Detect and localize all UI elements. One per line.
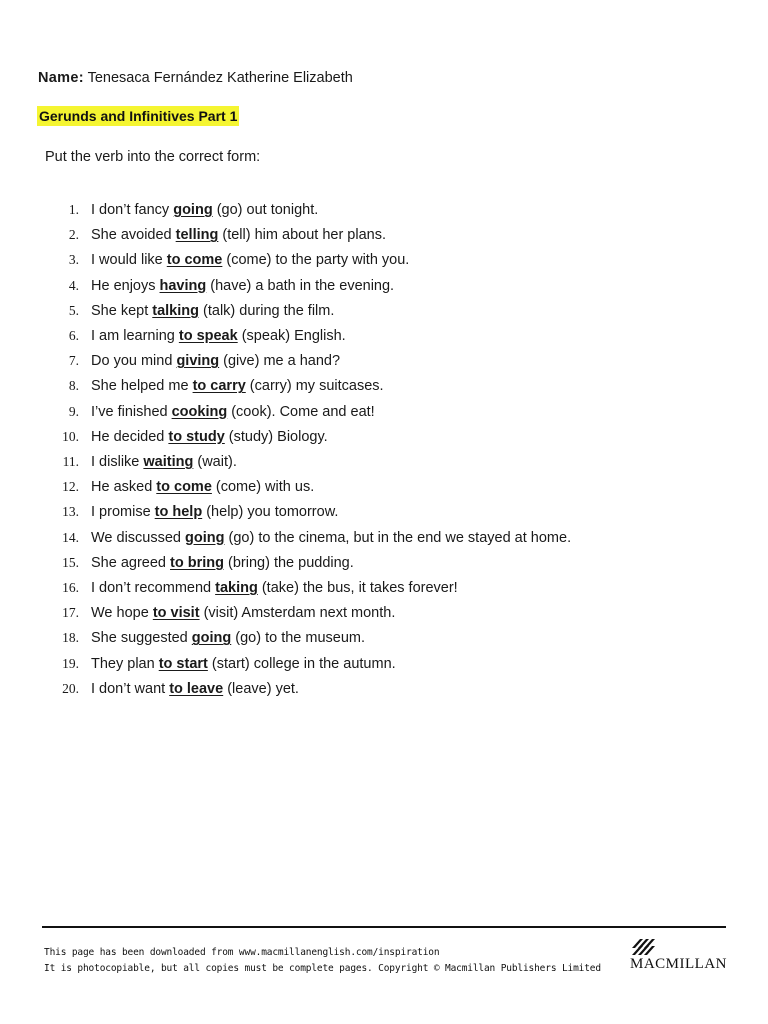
sentence-end: (help) you tomorrow. xyxy=(202,504,339,521)
sentence-start: She avoided xyxy=(91,227,176,244)
sentence-end: (study) Biology. xyxy=(224,428,328,445)
answer-text: waiting xyxy=(143,454,194,470)
sentence-end: (take) the bus, it takes forever! xyxy=(257,580,458,596)
exercise-sentence xyxy=(91,553,354,573)
exercise-number: 9. xyxy=(68,403,79,419)
sentence-end: (leave) yet. xyxy=(223,680,299,697)
sentence-start: I don’t fancy xyxy=(91,202,174,218)
sentence-start: I am learning xyxy=(91,328,179,344)
exercise-sentence xyxy=(91,301,334,321)
answer-text: going xyxy=(191,630,232,647)
sentence-end: (come) with us. xyxy=(211,479,315,496)
exercise-number: 6. xyxy=(68,328,79,343)
sentence-end: (cook). Come and eat! xyxy=(227,403,375,420)
answer-text: cooking xyxy=(171,403,228,420)
answer-text: going xyxy=(185,529,225,546)
sentence-end: (tell) him about her plans. xyxy=(218,227,386,244)
answer-text: to come xyxy=(166,252,223,269)
exercise-number: 4. xyxy=(68,277,79,293)
sentence-end: (go) out tonight. xyxy=(212,202,319,218)
answer-text: to study xyxy=(168,428,225,445)
exercise-sentence xyxy=(91,528,571,548)
footer-divider xyxy=(42,926,726,928)
answer-text: telling xyxy=(175,227,219,244)
exercise-number: 18. xyxy=(62,630,79,646)
exercise-number: 3. xyxy=(68,252,79,268)
exercise-sentence xyxy=(91,326,346,346)
exercise-sentence xyxy=(91,654,396,674)
exercise-number: 8. xyxy=(68,378,79,394)
exercise-number: 11. xyxy=(62,454,79,469)
exercise-sentence xyxy=(91,351,340,371)
exercise-sentence xyxy=(91,276,394,296)
sentence-start: Do you mind xyxy=(91,353,177,370)
exercise-sentence xyxy=(91,502,338,522)
exercise-sentence xyxy=(91,427,328,447)
sentence-start: She helped me xyxy=(91,378,193,395)
exercise-sentence xyxy=(91,603,395,623)
exercise-number: 1. xyxy=(68,202,79,217)
sentence-end: (wait). xyxy=(193,454,237,470)
exercise-sentence xyxy=(91,628,365,648)
sentence-start: I don’t recommend xyxy=(91,580,216,596)
sentence-start: We hope xyxy=(91,605,153,622)
sentence-end: (go) to the museum. xyxy=(231,630,366,647)
answer-text: to start xyxy=(158,655,208,672)
exercise-sentence xyxy=(91,200,318,220)
answer-text: to speak xyxy=(178,328,238,344)
answer-text: going xyxy=(173,202,213,218)
exercise-number: 2. xyxy=(68,227,79,243)
answer-text: to help xyxy=(154,504,203,521)
exercise-number: 12. xyxy=(62,479,79,495)
sentence-end: (talk) during the film. xyxy=(199,302,335,319)
sentence-start: I’ve finished xyxy=(91,403,172,420)
instruction-text: Put the verb into the correct form: xyxy=(45,149,261,165)
exercise-sentence xyxy=(91,225,386,245)
sentence-start: We discussed xyxy=(91,529,186,546)
exercise-number: 5. xyxy=(68,302,79,318)
footer-copyright-note: It is photocopiable, but all copies must be complete pages. Copyright © Macmillan Publishers Limited xyxy=(44,963,601,974)
answer-text: to bring xyxy=(170,554,224,571)
sentence-end: (have) a bath in the evening. xyxy=(206,277,395,294)
sentence-start: I would like xyxy=(91,252,167,269)
sentence-end: (carry) my suitcases. xyxy=(245,378,384,395)
sentence-end: (visit) Amsterdam next month. xyxy=(199,605,396,622)
exercise-sentence xyxy=(91,452,237,472)
sentence-start: She agreed xyxy=(91,554,171,571)
exercise-sentence xyxy=(91,578,458,598)
exercise-sentence xyxy=(91,679,299,699)
sentence-end: (go) to the cinema, but in the end we stayed at home. xyxy=(224,529,572,546)
exercise-sentence xyxy=(91,477,314,497)
student-name: Tenesaca Fernández Katherine Elizabeth xyxy=(87,70,353,86)
exercise-number: 14. xyxy=(62,529,79,545)
exercise-number: 16. xyxy=(62,580,79,595)
exercise-number: 10. xyxy=(62,428,79,444)
exercise-number: 13. xyxy=(62,504,79,520)
answer-text: taking xyxy=(215,580,258,596)
student-name-line xyxy=(38,70,353,86)
answer-text: having xyxy=(159,277,207,294)
sentence-end: (start) college in the autumn. xyxy=(207,655,396,672)
sentence-start: She suggested xyxy=(91,630,192,647)
exercise-sentence xyxy=(91,250,409,270)
sentence-start: I dislike xyxy=(91,454,144,470)
answer-text: talking xyxy=(152,302,199,319)
sentence-end: (speak) English. xyxy=(237,328,346,344)
macmillan-logo-text: MACMILLAN xyxy=(630,956,727,972)
sentence-start: I promise xyxy=(91,504,155,521)
exercise-number: 20. xyxy=(62,680,79,696)
exercise-number: 7. xyxy=(68,353,79,369)
sentence-start: I don’t want xyxy=(91,680,170,697)
answer-text: giving xyxy=(176,353,220,370)
answer-text: to come xyxy=(156,479,212,496)
exercise-sentence xyxy=(91,376,384,396)
name-label: Name: xyxy=(38,70,84,86)
sentence-start: He enjoys xyxy=(91,277,160,294)
sentence-start: He asked xyxy=(91,479,157,496)
sentence-end: (give) me a hand? xyxy=(219,353,341,370)
sentence-start: They plan xyxy=(91,655,159,672)
exercise-number: 19. xyxy=(62,655,79,671)
worksheet-title: Gerunds and Infinitives Part 1 xyxy=(39,108,238,124)
sentence-start: He decided xyxy=(91,428,169,445)
exercise-sentence xyxy=(91,402,375,422)
exercise-number: 15. xyxy=(62,554,79,570)
sentence-end: (bring) the pudding. xyxy=(223,554,354,571)
answer-text: to carry xyxy=(192,378,246,395)
answer-text: to visit xyxy=(152,605,200,622)
footer-download-note: This page has been downloaded from www.macmillanenglish.com/inspiration xyxy=(44,947,440,958)
answer-text: to leave xyxy=(169,680,224,697)
exercise-number: 17. xyxy=(62,605,79,621)
sentence-start: She kept xyxy=(91,302,153,319)
sentence-end: (come) to the party with you. xyxy=(222,252,410,269)
